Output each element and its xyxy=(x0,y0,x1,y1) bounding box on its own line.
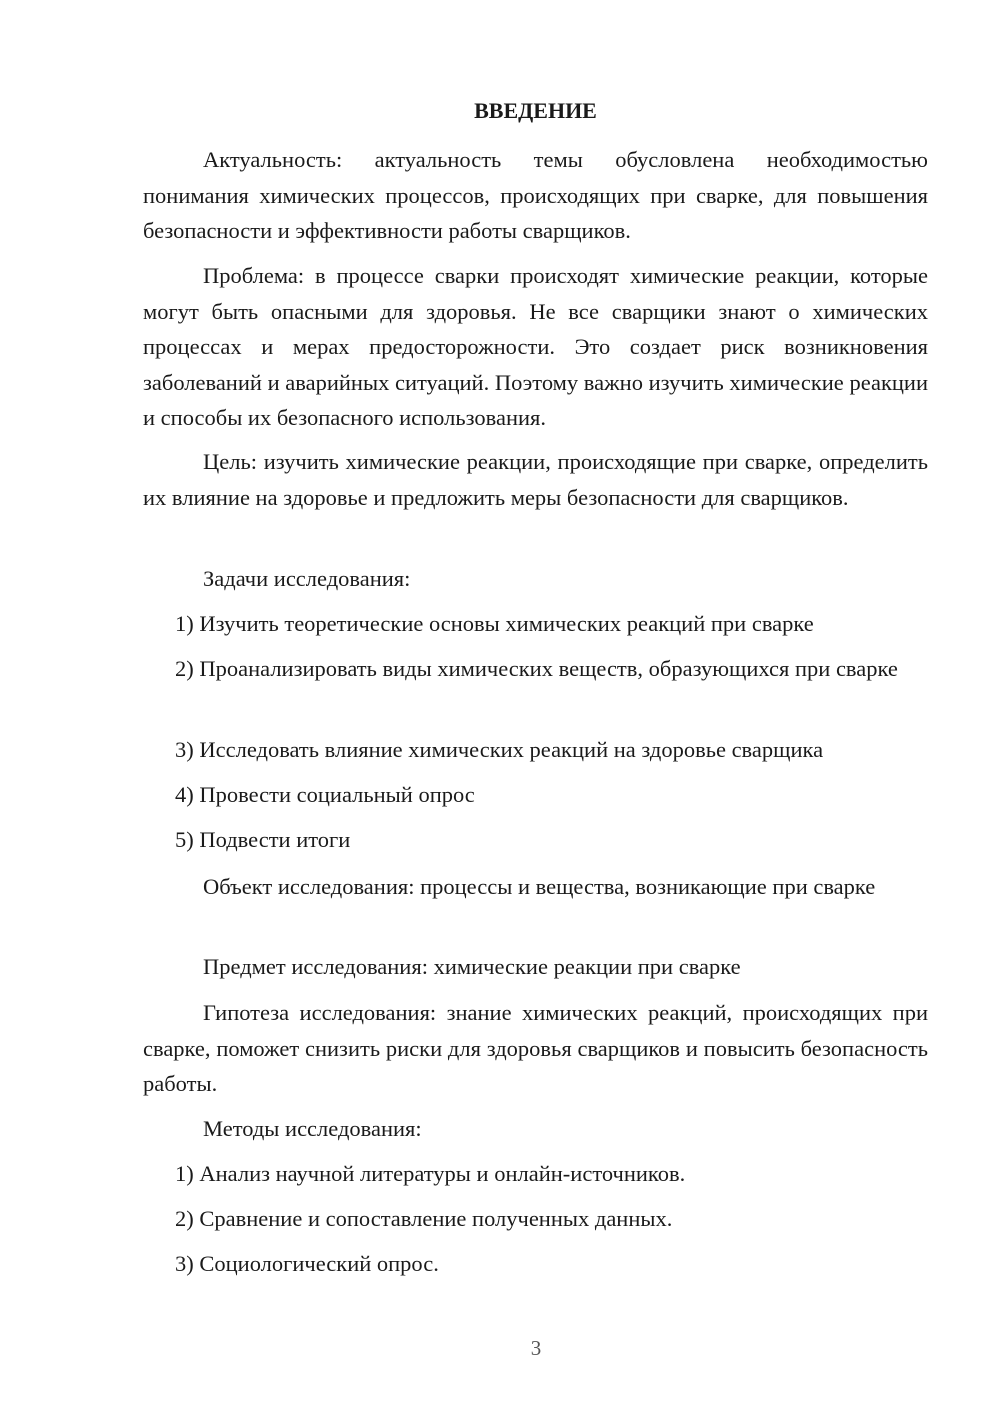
task-item: 3) Исследовать влияние химических реакций на здоровье сварщика xyxy=(175,737,824,762)
task-item: 5) Подвести итоги xyxy=(175,827,351,852)
tasks-title: Задачи исследования: xyxy=(203,566,411,591)
page-number: 3 xyxy=(530,1336,542,1360)
method-item: 3) Социологический опрос. xyxy=(175,1251,439,1276)
goal-paragraph: Цель: изучить химические реакции, происходящие при сварке, определить их влияние на здоровье и предложить меры безопасности для сварщиков. xyxy=(143,449,928,510)
task-item: 2) Проанализировать виды химических веществ, образующихся при сварке xyxy=(175,656,898,681)
task-item: 1) Изучить теоретические основы химических реакций при сварке xyxy=(175,611,814,636)
problem-paragraph: Проблема: в процессе сварки происходят химические реакции, которые могут быть опасными для здоровья. Не все сварщики знают о химических процессах и мерах предосторожности. Это создает риск возникновения заболеваний и аварийных ситуаций. Поэтому важно изучить химические реакции и способы их безопасного использования. xyxy=(143,263,928,430)
subject-paragraph: Предмет исследования: химические реакции при сварке xyxy=(203,954,741,979)
relevance-paragraph: Актуальность: актуальность темы обусловлена необходимостью понимания химических процессов, происходящих при сварке, для повышения безопасности и эффективности работы сварщиков. xyxy=(143,147,928,243)
methods-title: Методы исследования: xyxy=(203,1116,422,1141)
section-heading: ВВЕДЕНИЕ xyxy=(474,98,597,123)
hypothesis-paragraph: Гипотеза исследования: знание химических реакций, происходящих при сварке, поможет снизить риски для здоровья сварщиков и повысить безопасность работы. xyxy=(143,1000,928,1096)
method-item: 2) Сравнение и сопоставление полученных данных. xyxy=(175,1206,673,1231)
task-item: 4) Провести социальный опрос xyxy=(175,782,475,807)
object-paragraph: Объект исследования: процессы и вещества, возникающие при сварке xyxy=(203,874,876,899)
method-item: 1) Анализ научной литературы и онлайн-источников. xyxy=(175,1161,686,1186)
